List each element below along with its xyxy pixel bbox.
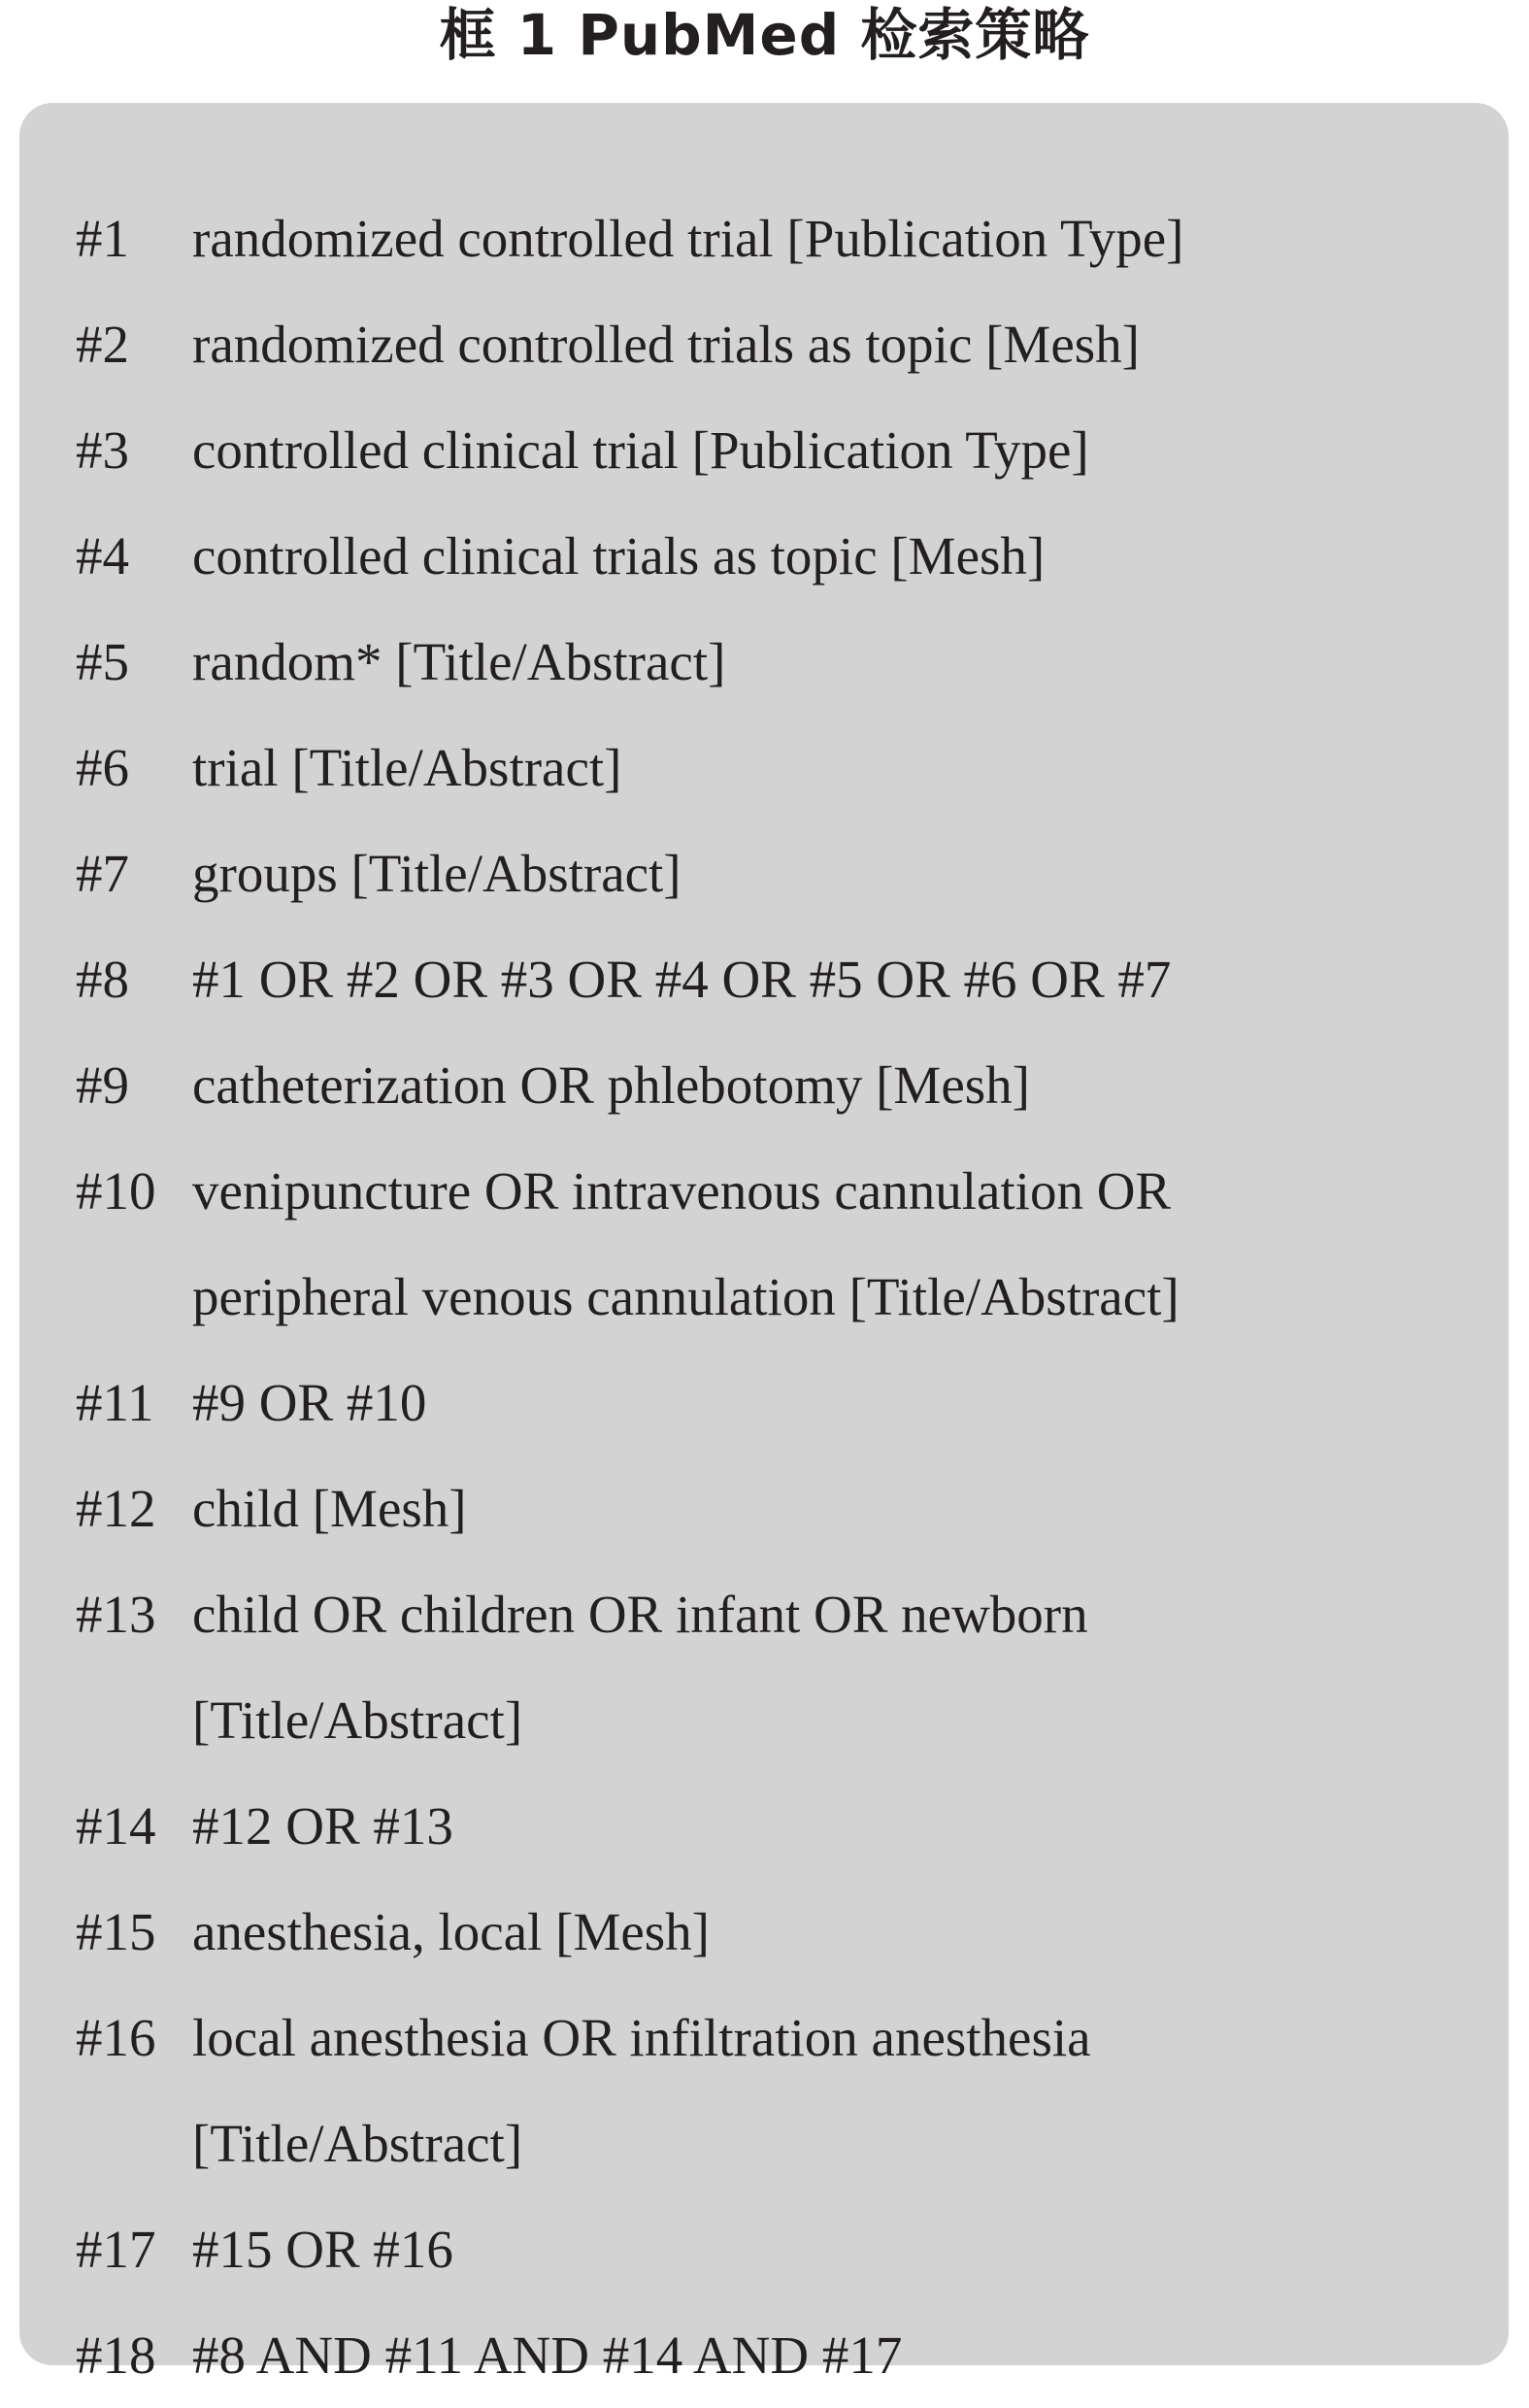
search-step-query-line: randomized controlled trial [Publication Type] [192, 209, 1184, 268]
search-step-query [192, 715, 1474, 820]
search-step-row [19, 1783, 1509, 1870]
search-step-number: #12 [76, 1479, 156, 1538]
search-step-query-line: controlled clinical trial [Publication Type] [192, 420, 1089, 480]
search-step-number: #7 [76, 844, 129, 903]
search-step-number: #6 [76, 738, 129, 797]
search-step-row [19, 301, 1509, 388]
search-step-query-line: randomized controlled trials as topic [Mesh] [192, 315, 1140, 374]
search-step-number: #10 [76, 1161, 156, 1221]
search-step-row [19, 2206, 1509, 2293]
search-step-row [19, 1465, 1509, 1553]
search-step-query-line: [Title/Abstract] [192, 1690, 523, 1750]
search-step-query [192, 2302, 1474, 2408]
search-step-query [192, 1985, 1474, 2196]
search-step-number: #2 [76, 315, 129, 374]
search-step-query-line: local anesthesia OR infiltration anesthesia [192, 2008, 1091, 2067]
search-step-number: #8 [76, 950, 129, 1009]
search-step-query [192, 1455, 1474, 1561]
search-step-row [19, 724, 1509, 812]
search-step-row [19, 407, 1509, 494]
search-step-query [192, 291, 1474, 397]
search-step-number: #13 [76, 1585, 156, 1644]
search-step-query-line: #9 OR #10 [192, 1373, 427, 1432]
search-step-query [192, 609, 1474, 715]
search-step-query [192, 1138, 1474, 1350]
search-step-row [19, 2312, 1509, 2399]
search-step-query [192, 1773, 1474, 1879]
search-step-query-line: #12 OR #13 [192, 1796, 453, 1856]
search-step-row [19, 513, 1509, 600]
search-step-number: #18 [76, 2325, 156, 2385]
search-step-number: #3 [76, 420, 129, 480]
search-step-row [19, 619, 1509, 706]
search-step-row [19, 936, 1509, 1023]
search-step-number: #9 [76, 1055, 129, 1115]
search-step-query-line: #15 OR #16 [192, 2220, 453, 2279]
search-step-query [192, 503, 1474, 609]
search-step-row [19, 195, 1509, 283]
search-step-row [19, 1148, 1509, 1326]
search-step-number: #16 [76, 2008, 156, 2067]
search-strategy-box [19, 103, 1509, 2385]
search-step-query-line: catheterization OR phlebotomy [Mesh] [192, 1055, 1030, 1115]
search-step-query [192, 1032, 1474, 1138]
search-step-query [192, 1561, 1474, 1773]
search-step-row [19, 1359, 1509, 1447]
search-step-query-line: #1 OR #2 OR #3 OR #4 OR #5 OR #6 OR #7 [192, 950, 1172, 1009]
search-step-query-line: trial [Title/Abstract] [192, 738, 622, 797]
search-step-query-line: controlled clinical trials as topic [Mesh] [192, 526, 1046, 585]
search-step-number: #4 [76, 526, 129, 585]
search-step-row [19, 1889, 1509, 1976]
search-step-row [19, 830, 1509, 918]
search-step-query [192, 397, 1474, 503]
search-step-number: #15 [76, 1902, 156, 1961]
search-step-query [192, 2196, 1474, 2302]
search-step-query-line: [Title/Abstract] [192, 2114, 523, 2173]
search-step-number: #14 [76, 1796, 156, 1856]
search-step-query-line: peripheral venous cannulation [Title/Abstract] [192, 1267, 1180, 1326]
search-step-query-line: child [Mesh] [192, 1479, 467, 1538]
search-step-query-line: #8 AND #11 AND #14 AND #17 [192, 2325, 903, 2385]
search-step-query-line: venipuncture OR intravenous cannulation OR [192, 1161, 1172, 1221]
search-step-number: #5 [76, 632, 129, 691]
search-step-query-line: child OR children OR infant OR newborn [192, 1585, 1088, 1644]
search-step-query [192, 1350, 1474, 1455]
search-step-row [19, 1042, 1509, 1129]
search-step-number: #11 [76, 1373, 154, 1432]
search-step-row [19, 1994, 1509, 2173]
search-step-number: #1 [76, 209, 129, 268]
search-step-query [192, 185, 1474, 291]
search-step-query [192, 820, 1474, 926]
search-step-number: #17 [76, 2220, 156, 2279]
search-step-query-line: anesthesia, local [Mesh] [192, 1902, 711, 1961]
search-step-query-line: groups [Title/Abstract] [192, 844, 681, 903]
search-step-query-line: random* [Title/Abstract] [192, 632, 726, 691]
box-title: 框 1 PubMed 检索策略 [439, 2, 1090, 68]
search-step-query [192, 926, 1474, 1032]
search-step-query [192, 1879, 1474, 1985]
search-step-row [19, 1571, 1509, 1750]
